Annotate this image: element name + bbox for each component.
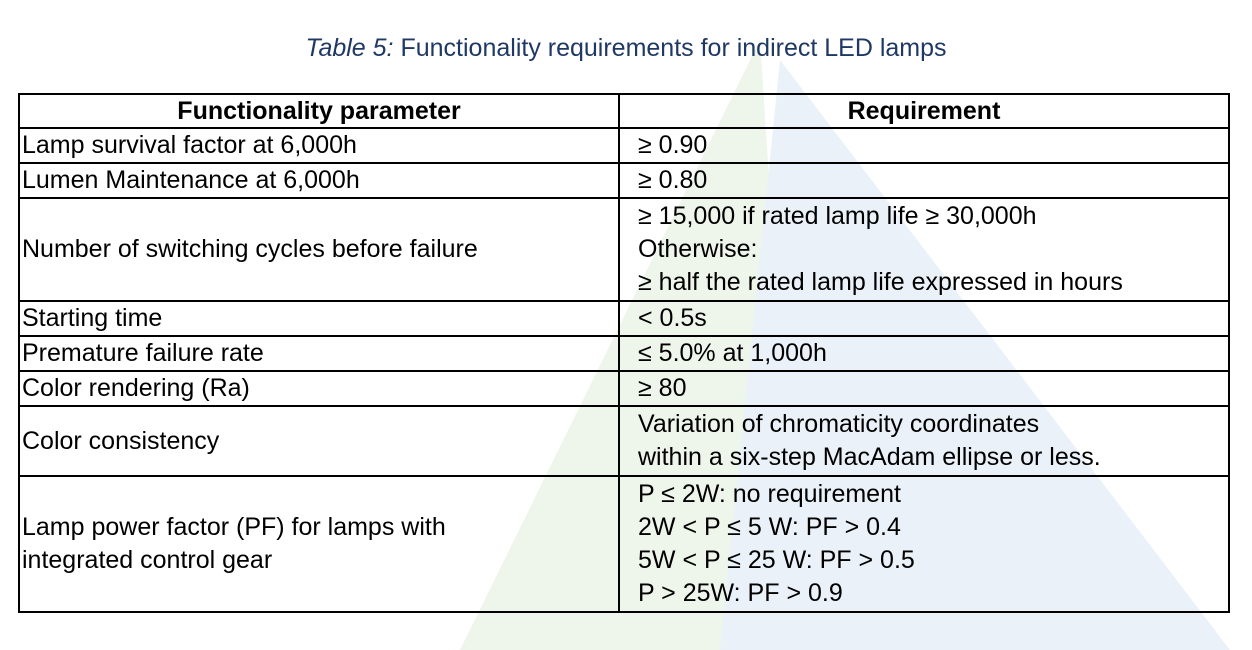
requirement-cell (619, 476, 1229, 612)
parameter-cell: Lumen Maintenance at 6,000h (19, 163, 619, 198)
table-row (19, 128, 1229, 163)
requirement-line: P > 25W: PF > 0.9 (638, 579, 843, 607)
requirement-line: within a six-step MacAdam ellipse or less. (638, 443, 1101, 471)
requirement-line: ≥ 15,000 if rated lamp life ≥ 30,000h (638, 202, 1037, 230)
table-row (19, 198, 1229, 301)
table-caption (0, 34, 1252, 63)
parameter-cell: Premature failure rate (19, 336, 619, 371)
table-row (19, 163, 1229, 198)
requirement-cell: ≥ 0.90 (619, 128, 1229, 163)
requirement-line: ≥ half the rated lamp life expressed in hours (638, 268, 1123, 296)
requirement-cell: ≥ 0.80 (619, 163, 1229, 198)
table-header-row (19, 94, 1229, 128)
requirement-line: Otherwise: (638, 235, 758, 263)
parameter-line: integrated control gear (22, 546, 273, 574)
table-row (19, 406, 1229, 476)
parameter-cell: Color consistency (19, 406, 619, 476)
requirement-line: P ≤ 2W: no requirement (638, 480, 901, 508)
requirement-cell: ≥ 80 (619, 371, 1229, 406)
header-parameter: Functionality parameter (19, 94, 619, 128)
caption-text: Functionality requirements for indirect LED lamps (400, 34, 947, 62)
table-row (19, 336, 1229, 371)
table-row (19, 476, 1229, 612)
parameter-cell: Starting time (19, 301, 619, 336)
table-row (19, 301, 1229, 336)
requirement-line: 2W < P ≤ 5 W: PF > 0.4 (638, 513, 901, 541)
parameter-cell: Number of switching cycles before failure (19, 198, 619, 301)
requirement-cell: < 0.5s (619, 301, 1229, 336)
caption-label: Table 5: (305, 34, 394, 62)
requirement-cell: ≤ 5.0% at 1,000h (619, 336, 1229, 371)
parameter-cell (19, 476, 619, 612)
requirement-cell (619, 406, 1229, 476)
header-requirement: Requirement (619, 94, 1229, 128)
requirements-table (18, 93, 1230, 613)
table-row (19, 371, 1229, 406)
parameter-cell: Color rendering (Ra) (19, 371, 619, 406)
parameter-line: Lamp power factor (PF) for lamps with (22, 513, 446, 541)
parameter-cell: Lamp survival factor at 6,000h (19, 128, 619, 163)
requirement-cell (619, 198, 1229, 301)
requirement-line: Variation of chromaticity coordinates (638, 410, 1040, 438)
requirement-line: 5W < P ≤ 25 W: PF > 0.5 (638, 546, 915, 574)
